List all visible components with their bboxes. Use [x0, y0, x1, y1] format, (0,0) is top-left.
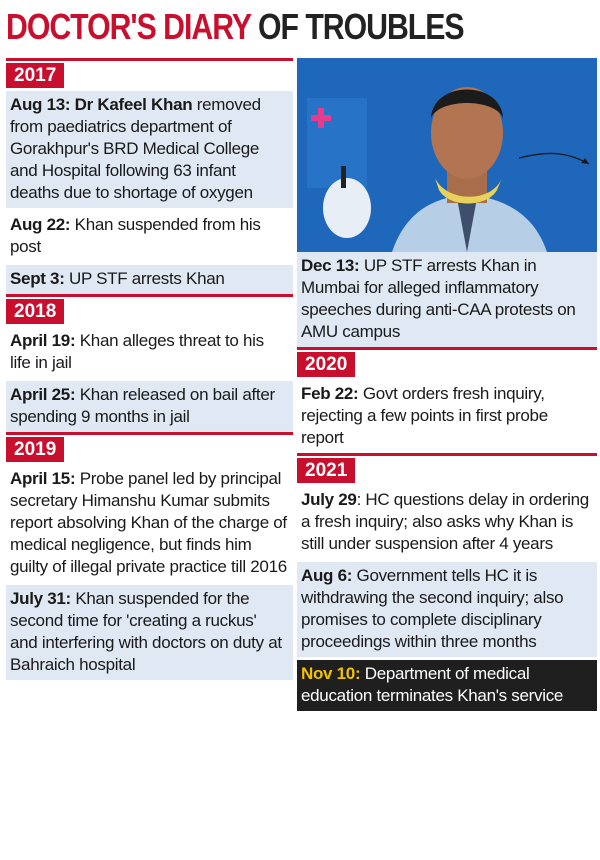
right-column — [297, 58, 597, 711]
year-header — [6, 294, 293, 327]
entry-text: Govt orders fresh inquiry, rejecting a few points in first probe report — [301, 384, 548, 447]
entry-date: Dec 13: — [301, 256, 360, 275]
timeline-entry — [6, 585, 293, 680]
timeline-entry — [6, 265, 293, 294]
entry-date: Feb 22: — [301, 384, 359, 403]
entry-text: UP STF arrests Khan in Mumbai for alleged inflammatory speeches during anti-CAA protests on AMU campus — [301, 256, 576, 341]
year-label: 2019 — [6, 437, 64, 462]
entry-date: July 29 — [301, 490, 357, 509]
arrow-icon — [519, 152, 597, 176]
year-label: 2018 — [6, 299, 64, 324]
entry-date: April 25: — [10, 385, 76, 404]
year-label: 2017 — [6, 63, 64, 88]
year-header — [6, 58, 293, 91]
headline — [6, 4, 502, 52]
year-label: 2021 — [297, 458, 355, 483]
entry-date: July 31: — [10, 589, 71, 608]
entry-text: : HC questions delay in ordering a fresh inquiry; also asks why Khan is still under suspension after 4 years — [301, 490, 589, 553]
timeline-entry — [297, 562, 597, 657]
doctor-photo — [297, 58, 597, 252]
entry-text: Khan released on bail after spending 9 months in jail — [10, 385, 275, 426]
entry-text: Department of medical education terminates Khan's service — [301, 664, 564, 705]
timeline-entry — [6, 211, 293, 262]
left-column — [6, 58, 293, 680]
entry-text: Government tells HC it is withdrawing the second inquiry; also promises to complete disciplinary proceedings within three months — [301, 566, 564, 651]
timeline-entry — [297, 380, 597, 453]
headline-part-2: OF TROUBLES — [250, 6, 464, 47]
entry-date: Aug 13: Dr Kafeel Khan — [10, 95, 193, 114]
entry-text: UP STF arrests Khan — [64, 269, 225, 288]
timeline-entry — [297, 252, 597, 347]
year-header — [297, 347, 597, 380]
headline-part-1: DOCTOR'S DIARY — [6, 6, 251, 47]
year-header — [297, 453, 597, 486]
timeline-entry — [297, 660, 597, 711]
timeline-entry — [297, 486, 597, 559]
entry-date: April 19: — [10, 331, 76, 350]
timeline-entry — [6, 91, 293, 208]
entry-date: Sept 3: — [10, 269, 65, 288]
timeline-entry — [6, 381, 293, 432]
entry-date: Nov 10: — [301, 664, 361, 683]
entry-text: Khan alleges threat to his life in jail — [10, 331, 264, 372]
year-header — [6, 432, 293, 465]
timeline-entry — [6, 465, 293, 582]
entry-text: Khan suspended for the second time for 'creating a ruckus' and interfering with doctors on duty at Bahraich hospital — [10, 589, 282, 674]
entry-text: Probe panel led by principal secretary Himanshu Kumar submits report absolving Khan of the charge of medical negligence, but finds him guilty of illegal private practice till 2016 — [10, 469, 287, 576]
entry-date: Aug 6: — [301, 566, 353, 585]
year-label: 2020 — [297, 352, 355, 377]
entry-text: Khan suspended from his post — [10, 215, 261, 256]
entry-date: Aug 22: — [10, 215, 71, 234]
entry-date: April 15: — [10, 469, 76, 488]
timeline-entry — [6, 327, 293, 378]
entry-text: removed from paediatrics department of Gorakhpur's BRD Medical College and Hospital following 63 infant deaths due to shortage of oxygen — [10, 95, 261, 202]
